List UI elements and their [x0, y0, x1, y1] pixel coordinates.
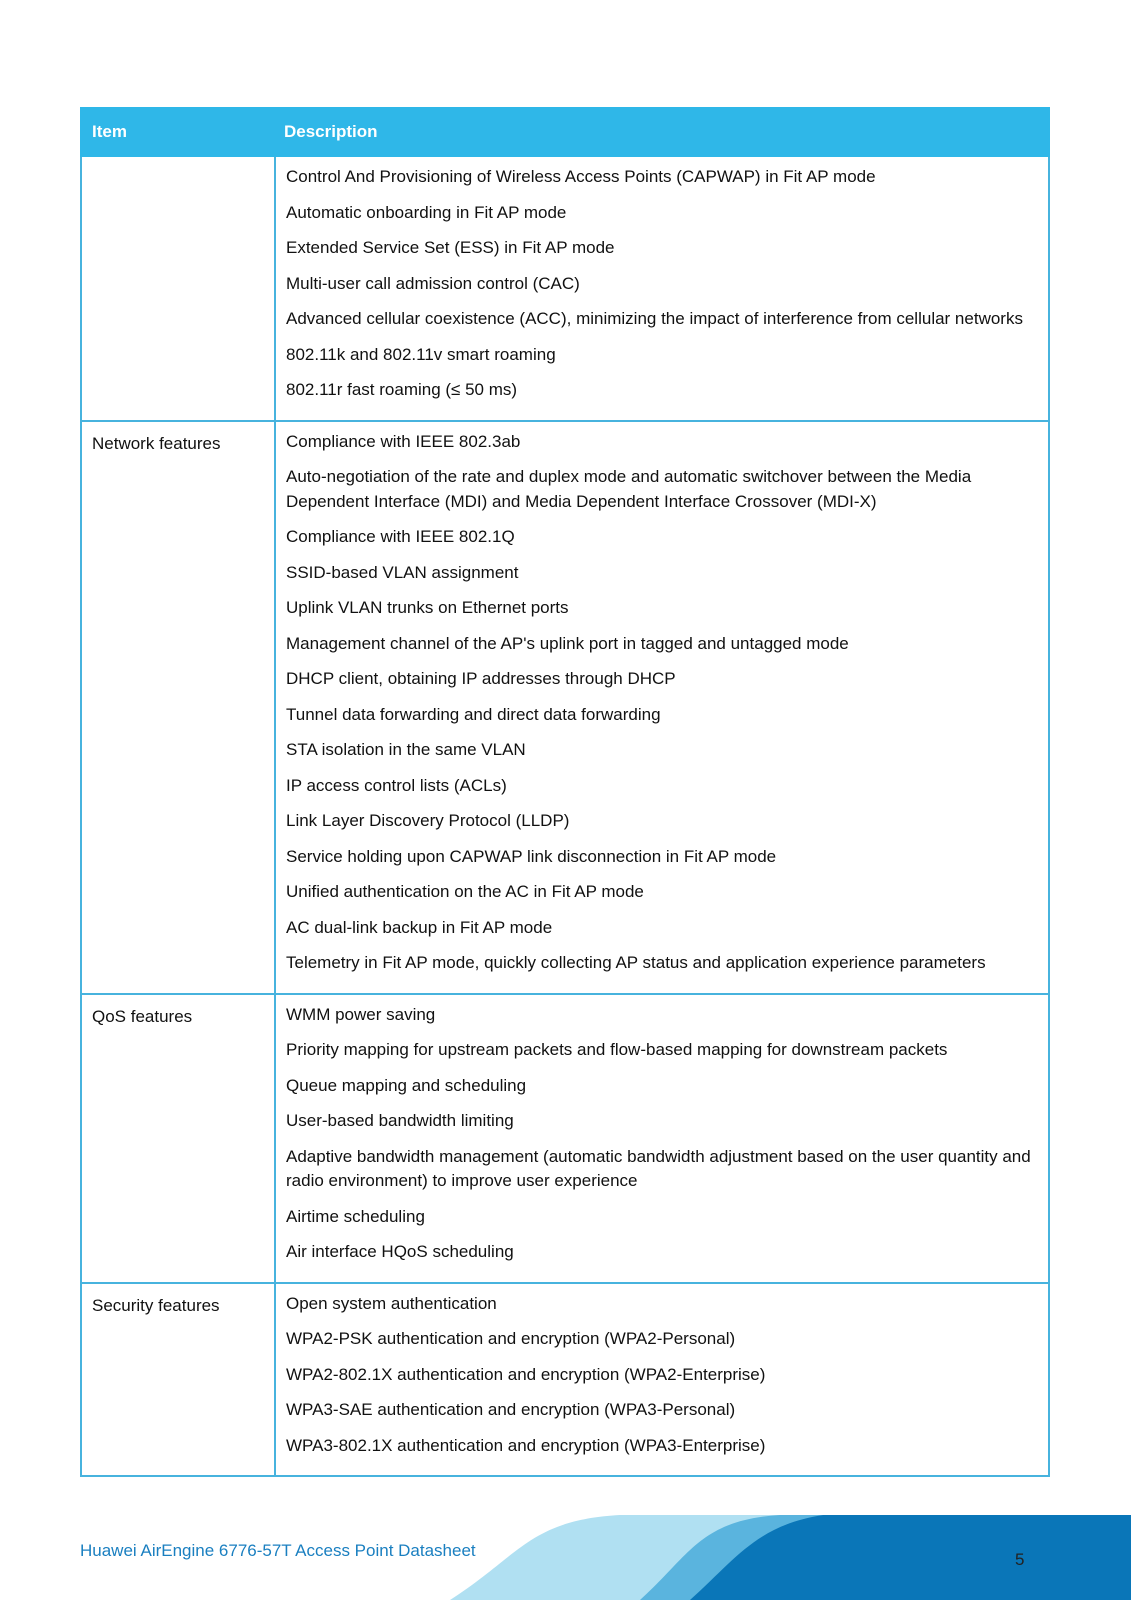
description-line: Air interface HQoS scheduling — [286, 1242, 514, 1261]
description-line: IP access control lists (ACLs) — [286, 775, 507, 795]
table-row — [82, 993, 1048, 1282]
description-cell — [276, 995, 1048, 1282]
description-line: Auto-negotiation of the rate and duplex mode and automatic switchover between the Media Dependent Interface (MDI) and Media Dependent Interface Crossover (MDI-X) — [286, 467, 972, 511]
description-line: 802.11k and 802.11v smart roaming — [286, 344, 556, 364]
description-line: STA isolation in the same VLAN — [286, 740, 526, 759]
description-line: Advanced cellular coexistence (ACC), minimizing the impact of interference from cellular networks — [286, 309, 1023, 328]
header-item: Item — [92, 122, 127, 141]
description-line: WPA2-PSK authentication and encryption (WPA2-Personal) — [286, 1329, 736, 1348]
table-header — [80, 107, 1050, 157]
description-line: Compliance with IEEE 802.1Q — [286, 527, 515, 546]
table-body — [82, 157, 1048, 1475]
description-line: Extended Service Set (ESS) in Fit AP mode — [286, 238, 615, 257]
description-line: Queue mapping and scheduling — [286, 1075, 527, 1095]
description-line: DHCP client, obtaining IP addresses through DHCP — [286, 669, 676, 688]
description-line: Telemetry in Fit AP mode, quickly collecting AP status and application experience parameters — [286, 953, 986, 972]
description-line: WPA3-802.1X authentication and encryption (WPA3-Enterprise) — [286, 1435, 766, 1455]
document-title: Huawei AirEngine 6776-57T Access Point Datasheet — [80, 1541, 476, 1560]
table-row — [82, 420, 1048, 993]
description-line: Open system authentication — [286, 1293, 497, 1313]
description-line: Tunnel data forwarding and direct data forwarding — [286, 704, 661, 724]
table-row — [82, 1282, 1048, 1476]
description-line: Priority mapping for upstream packets and flow-based mapping for downstream packets — [286, 1040, 948, 1059]
description-line: Automatic onboarding in Fit AP mode — [286, 202, 567, 222]
description-line: Control And Provisioning of Wireless Access Points (CAPWAP) in Fit AP mode — [286, 167, 876, 186]
description-line: WMM power saving — [286, 1004, 436, 1024]
description-line: AC dual-link backup in Fit AP mode — [286, 917, 553, 937]
description-line: Multi-user call admission control (CAC) — [286, 273, 580, 293]
description-line: Adaptive bandwidth management (automatic bandwidth adjustment based on the user quantity and radio environment) to improve user experience — [286, 1146, 1031, 1190]
description-line: SSID-based VLAN assignment — [286, 562, 519, 582]
item-cell: Security features — [82, 1284, 276, 1476]
description-line: Compliance with IEEE 802.3ab — [286, 431, 521, 451]
description-cell — [276, 157, 1048, 420]
description-line: Management channel of the AP's uplink port in tagged and untagged mode — [286, 633, 849, 653]
description-line: WPA3-SAE authentication and encryption (WPA3-Personal) — [286, 1400, 736, 1419]
description-line: Link Layer Discovery Protocol (LLDP) — [286, 811, 570, 830]
description-line: WPA2-802.1X authentication and encryption (WPA2-Enterprise) — [286, 1364, 766, 1384]
description-line: Airtime scheduling — [286, 1206, 425, 1226]
header-description: Description — [284, 122, 378, 141]
description-line: Unified authentication on the AC in Fit AP mode — [286, 882, 644, 901]
table-row — [82, 157, 1048, 420]
feature-table — [80, 107, 1050, 1477]
page-number: 5 — [1015, 1550, 1025, 1569]
description-line: User-based bandwidth limiting — [286, 1111, 514, 1130]
item-cell: Network features — [82, 422, 276, 993]
description-line: Service holding upon CAPWAP link disconnection in Fit AP mode — [286, 846, 777, 866]
description-line: 802.11r fast roaming (≤ 50 ms) — [286, 380, 518, 399]
description-cell — [276, 422, 1048, 993]
item-cell — [82, 157, 276, 420]
description-line: Uplink VLAN trunks on Ethernet ports — [286, 598, 569, 617]
description-cell — [276, 1284, 1048, 1476]
item-cell: QoS features — [82, 995, 276, 1282]
